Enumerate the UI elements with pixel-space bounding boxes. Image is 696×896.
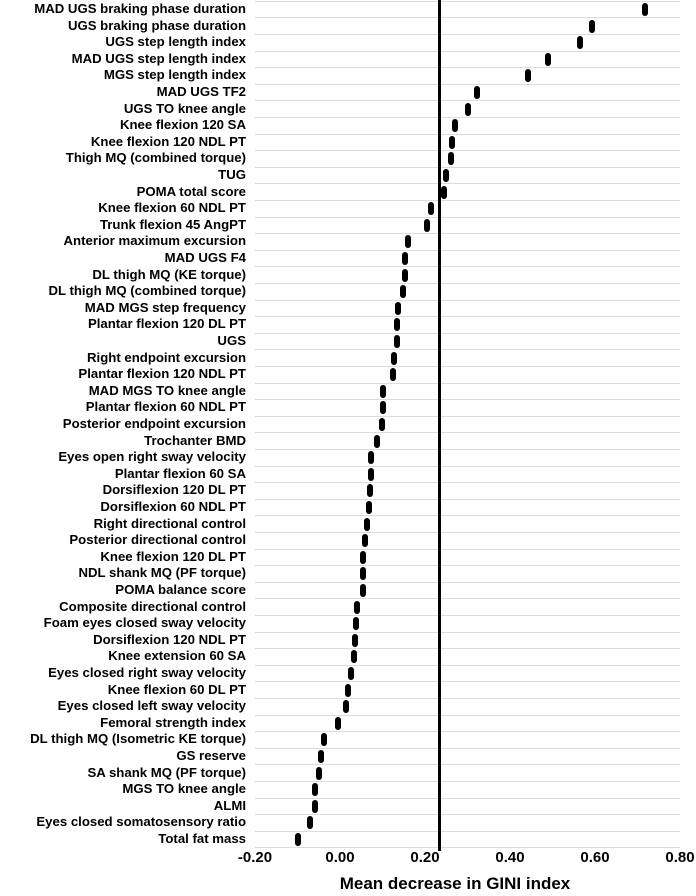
gridline xyxy=(255,217,680,218)
gridline xyxy=(255,781,680,782)
gridline xyxy=(255,549,680,550)
data-point-marker xyxy=(335,717,341,730)
y-tick-label: Plantar flexion 120 NDL PT xyxy=(78,366,246,382)
data-point-marker xyxy=(318,750,324,763)
data-point-marker xyxy=(443,169,449,182)
y-tick-label: Knee flexion 120 SA xyxy=(119,117,246,133)
gridline xyxy=(255,665,680,666)
data-point-marker xyxy=(354,601,360,614)
data-point-marker xyxy=(449,136,455,149)
data-point-marker xyxy=(380,385,386,398)
data-point-marker xyxy=(402,252,408,265)
y-tick-label: MAD UGS TF2 xyxy=(156,84,246,99)
gridline xyxy=(255,51,680,52)
gridline xyxy=(255,532,680,533)
gridline xyxy=(255,300,680,301)
data-point-marker xyxy=(525,69,531,82)
x-tick-label: 0.40 xyxy=(495,849,525,866)
gridline xyxy=(255,731,680,732)
gridline xyxy=(255,814,680,815)
gridline xyxy=(255,1,680,2)
data-point-marker xyxy=(348,667,354,680)
gridline xyxy=(255,134,680,135)
gridline xyxy=(255,17,680,18)
gridline xyxy=(255,598,680,599)
y-tick-label: POMA balance score xyxy=(115,582,246,597)
data-point-marker xyxy=(380,401,386,414)
y-tick-label: MAD MGS step frequency xyxy=(84,299,246,315)
reference-line xyxy=(438,0,441,851)
data-point-marker xyxy=(343,700,349,713)
y-tick-label: Plantar flexion 60 SA xyxy=(114,465,246,481)
gridline xyxy=(255,200,680,201)
data-point-marker xyxy=(452,119,458,132)
gridline xyxy=(255,515,680,516)
data-point-marker xyxy=(379,418,385,431)
gridline xyxy=(255,715,680,716)
gridline xyxy=(255,183,680,184)
x-tick-label: 0.80 xyxy=(665,849,695,866)
y-tick-label: TUG xyxy=(218,167,246,182)
y-tick-label: Composite directional control xyxy=(59,598,246,614)
data-point-marker xyxy=(362,534,368,547)
gridline xyxy=(255,117,680,118)
data-point-marker xyxy=(642,3,648,16)
y-tick-label: DL thigh MQ (Isometric KE torque) xyxy=(30,731,246,747)
gridline xyxy=(255,432,680,433)
y-tick-label: MGS TO knee angle xyxy=(122,781,246,797)
y-tick-label: Dorsiflexion 120 NDL PT xyxy=(93,631,246,647)
gridline xyxy=(255,233,680,234)
y-tick-label: Knee flexion 120 NDL PT xyxy=(90,133,246,149)
data-point-marker xyxy=(353,617,359,630)
data-point-marker xyxy=(360,584,366,597)
y-tick-label: ALMI xyxy=(213,797,246,813)
y-tick-label: Anterior maximum excursion xyxy=(63,233,246,249)
data-point-marker xyxy=(465,103,471,116)
gridline xyxy=(255,466,680,467)
gridline xyxy=(255,333,680,334)
gridline xyxy=(255,764,680,765)
data-point-marker xyxy=(374,435,380,448)
x-tick-label: -0.20 xyxy=(237,849,273,866)
gridline xyxy=(255,798,680,799)
y-tick-label: Eyes closed left sway velocity xyxy=(57,698,246,714)
data-point-marker xyxy=(351,650,357,663)
y-tick-label: Dorsiflexion 120 DL PT xyxy=(102,482,246,498)
data-point-marker xyxy=(402,269,408,282)
y-tick-label: DL thigh MQ (combined torque) xyxy=(48,283,246,299)
data-point-marker xyxy=(400,285,406,298)
data-point-marker xyxy=(395,302,401,315)
gridline xyxy=(255,416,680,417)
data-point-marker xyxy=(367,484,373,497)
y-tick-label: Knee extension 60 SA xyxy=(108,648,246,664)
data-point-marker xyxy=(312,783,318,796)
gridline xyxy=(255,366,680,367)
gridline xyxy=(255,499,680,500)
data-point-marker xyxy=(428,202,434,215)
y-tick-label: Posterior directional control xyxy=(69,532,246,548)
data-point-marker xyxy=(312,800,318,813)
y-tick-label: UGS xyxy=(217,333,246,348)
y-tick-label: GS reserve xyxy=(176,748,246,763)
gridline xyxy=(255,399,680,400)
gridline xyxy=(255,100,680,101)
gridline xyxy=(255,632,680,633)
gridline xyxy=(255,283,680,284)
x-axis-label: Mean decrease in GINI index xyxy=(339,874,571,893)
data-point-marker xyxy=(394,335,400,348)
y-tick-label: Right directional control xyxy=(93,515,246,531)
data-point-marker xyxy=(424,219,430,232)
y-tick-label: Trochanter BMD xyxy=(144,432,246,448)
gridline xyxy=(255,482,680,483)
data-point-marker xyxy=(368,468,374,481)
data-point-marker xyxy=(307,816,313,829)
y-tick-label: UGS TO knee angle xyxy=(123,100,246,116)
y-tick-label: Trunk flexion 45 AngPT xyxy=(99,216,246,232)
gridline xyxy=(255,847,680,848)
data-point-marker xyxy=(474,86,480,99)
y-tick-label: Right endpoint excursion xyxy=(87,349,246,365)
data-point-marker xyxy=(589,20,595,33)
data-point-marker xyxy=(321,733,327,746)
y-tick-label: Posterior endpoint excursion xyxy=(62,416,246,431)
gridline xyxy=(255,383,680,384)
y-tick-label: POMA total score xyxy=(136,183,246,199)
data-point-marker xyxy=(316,767,322,780)
y-tick-label: Thigh MQ (combined torque) xyxy=(65,150,246,166)
y-tick-label: DL thigh MQ (KE torque) xyxy=(92,266,246,282)
data-point-marker xyxy=(441,186,447,199)
data-point-marker xyxy=(360,551,366,564)
y-tick-label: Total fat mass xyxy=(158,831,246,846)
gridline xyxy=(255,582,680,583)
gridline xyxy=(255,316,680,317)
x-tick-label: 0.00 xyxy=(325,849,355,866)
data-point-marker xyxy=(352,634,358,647)
data-point-marker xyxy=(295,833,301,846)
x-tick-label: 0.60 xyxy=(580,849,610,866)
gridline xyxy=(255,250,680,251)
data-point-marker xyxy=(368,451,374,464)
y-tick-label: NDL shank MQ (PF torque) xyxy=(78,565,246,581)
data-point-marker xyxy=(545,53,551,66)
gridline xyxy=(255,67,680,68)
data-point-marker xyxy=(345,684,351,697)
y-tick-label: Foam eyes closed sway velocity xyxy=(43,615,246,631)
gridline xyxy=(255,84,680,85)
data-point-marker xyxy=(448,152,454,165)
gridline xyxy=(255,167,680,168)
y-tick-label: Knee flexion 120 DL PT xyxy=(100,548,246,564)
y-tick-label: UGS braking phase duration xyxy=(67,17,246,33)
gridline xyxy=(255,150,680,151)
data-point-marker xyxy=(366,501,372,514)
y-tick-label: Knee flexion 60 DL PT xyxy=(107,681,246,697)
y-tick-label: MAD MGS TO knee angle xyxy=(88,382,246,398)
gridline xyxy=(255,681,680,682)
y-tick-label: Eyes closed somatosensory ratio xyxy=(36,814,246,830)
gridline xyxy=(255,449,680,450)
gridline xyxy=(255,831,680,832)
x-tick-label: 0.20 xyxy=(410,849,440,866)
y-tick-label: Knee flexion 60 NDL PT xyxy=(98,200,246,216)
gridline xyxy=(255,615,680,616)
y-tick-label: UGS step length index xyxy=(105,34,246,50)
y-tick-label: MAD UGS braking phase duration xyxy=(34,1,246,16)
data-point-marker xyxy=(391,352,397,365)
gridline xyxy=(255,266,680,267)
y-tick-label: Plantar flexion 60 NDL PT xyxy=(85,399,246,415)
gridline xyxy=(255,748,680,749)
y-tick-label: Femoral strength index xyxy=(100,714,246,730)
gridline xyxy=(255,698,680,699)
y-tick-label: Plantar flexion 120 DL PT xyxy=(87,316,246,332)
data-point-marker xyxy=(405,235,411,248)
y-tick-label: MAD UGS step length index xyxy=(71,50,246,66)
y-tick-label: MGS step length index xyxy=(103,67,246,83)
y-tick-label: Eyes closed right sway velocity xyxy=(48,665,246,680)
data-point-marker xyxy=(394,318,400,331)
gridline xyxy=(255,565,680,566)
data-point-marker xyxy=(577,36,583,49)
y-tick-label: Dorsiflexion 60 NDL PT xyxy=(100,499,246,514)
gridline xyxy=(255,34,680,35)
y-tick-label: MAD UGS F4 xyxy=(164,250,246,265)
gridline xyxy=(255,349,680,350)
data-point-marker xyxy=(390,368,396,381)
data-point-marker xyxy=(360,567,366,580)
y-tick-label: Eyes open right sway velocity xyxy=(58,449,246,465)
data-point-marker xyxy=(364,518,370,531)
y-tick-label: SA shank MQ (PF torque) xyxy=(87,764,246,780)
gridline xyxy=(255,648,680,649)
